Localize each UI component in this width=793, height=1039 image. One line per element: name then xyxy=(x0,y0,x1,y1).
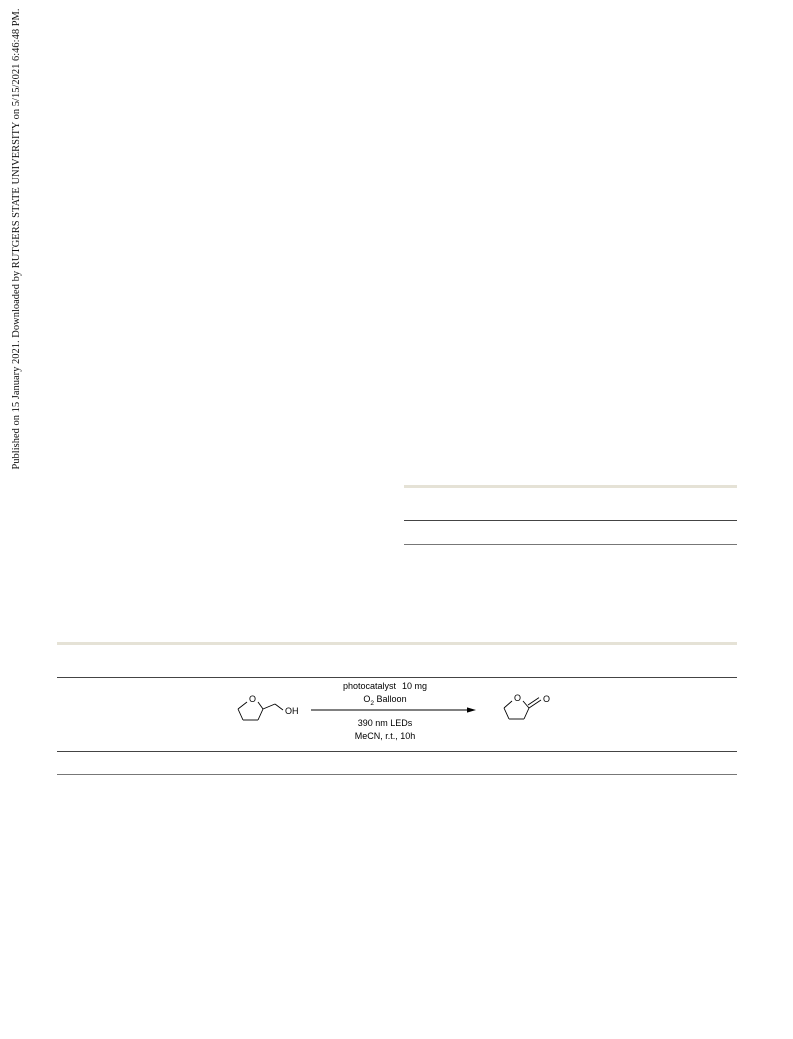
condition-solvent: MeCN, r.t., 10h xyxy=(354,731,416,741)
product-structure xyxy=(504,698,541,719)
reactant-structure xyxy=(238,702,283,720)
oxidant-subscript: 2 xyxy=(370,700,375,707)
reactant-ring-oxygen-label: O xyxy=(249,694,257,704)
oxidant-o: O xyxy=(363,694,371,704)
condition-catalyst xyxy=(343,681,427,691)
reaction-arrow xyxy=(311,707,476,712)
reactant-hydroxyl-label: OH xyxy=(285,706,299,716)
condition-light: 390 nm LEDs xyxy=(357,718,413,728)
product-carbonyl-oxygen-label: O xyxy=(543,694,551,704)
condition-oxidant xyxy=(363,694,406,707)
product-ring-oxygen-label: O xyxy=(514,693,522,703)
published-download-note-text: Published on 15 January 2021. Downloaded by RUTGERS STATE UNIVERSITY on 5/15/2021 6:46:48 PM. xyxy=(11,8,22,470)
catalyst-name: photocatalyst xyxy=(342,681,397,691)
oxidant-rest: Balloon xyxy=(374,694,407,704)
catalyst-amount: 10 mg xyxy=(402,681,428,691)
